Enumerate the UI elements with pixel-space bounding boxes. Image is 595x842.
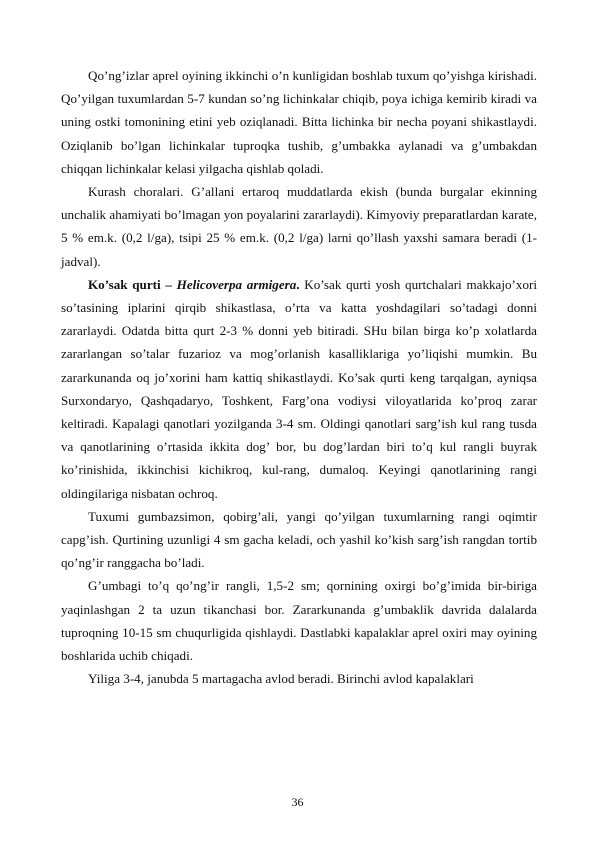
paragraph-pupa: G’umbagi to’q qo’ng’ir rangli, 1,5-2 sm; qornining oxirgi bo’g’imida bir-biriga yaqinlashgan 2 ta uzun tikanchasi bor. Zararkunanda g’umbaklik davrida dalalarda tuproqning 10-15 sm chuqurligida qishlaydi. Dastlabki kapalaklar aprel oxiri may oyining boshlarida uchib chiqadi. (61, 578, 537, 664)
page-number: 36 (291, 795, 304, 809)
paragraph-egg-caterpillar: Tuxumi gumbazsimon, qobirg’ali, yangi qo’yilgan tuxumlarning rangi oqimtir capg’ish. Qurtining uzunligi 4 sm gacha keladi, och yashil ko’kish sarg’ish rangdan tortib qo’ng’ir ranggacha bo’ladi. (61, 508, 537, 571)
body-text (61, 64, 537, 690)
bollworm-heading: Ko’sak qurti – (88, 276, 177, 292)
paragraph-control-measures: Kurash choralari. G’allani ertaroq muddatlarda ekish (bunda burgalar ekinning unchalik ahamiyati bo’lmagan yon poyalarini zararlaydi). Kimyoviy preparatlardan karate, 5 % em.k. (0,2 l/ga), tsipi 25 % em.k. (0,2 l/ga) larni qo’llash yaxshi samara beradi (1-jadval). (61, 184, 537, 269)
paragraph-bollworm (61, 273, 537, 505)
bollworm-description: Ko’sak qurti yosh qurtchalari makkajo’xori so’tasining iplarini qirqib shikastlasa, o’rta va katta yoshdagilari so’tadagi donni zararlaydi. Odatda bitta qurt 2-3 % donni yeb bitiradi. SHu bilan birga ko’p xolatlarda zararlangan so’talar fuzarioz va mog’orlanish kasalliklariga yo’liqishi mumkin. Bu zararkunanda oq jo’xorini ham kattiq shikastlaydi. Ko’sak qurti keng tarqalgan, ayniqsa Surxondaryo, Qashqadaryo, Toshkent, Farg’ona vodiysi viloyatlarida ko’proq zarar keltiradi. Kapalagi qanotlari yozilganda 3-4 sm. Oldingi qanotlari sarg’ish kul rang tusda va qanotlarining o’rtasida ikkita dog’ bor, bu dog’lardan biri to’q kul rangli buyrak ko’rinishida, ikkinchisi kichikroq, kul-rang, dumaloq. Keyingi qanotlarining rangi oldingilariga nisbatan ochroq. (61, 276, 537, 501)
bollworm-heading-dot: . (296, 276, 300, 292)
paragraph-eggs-larvae: Qo’ng’izlar aprel oyining ikkinchi o’n kunligidan boshlab tuxum qo’yishga kirishadi. Qo’yilgan tuxumlardan 5-7 kundan so’ng lichinkalar chiqib, poya ichiga kemirib kiradi va uning ostki tomonining etini yeb oziqlanadi. Bitta lichinka bir necha poyani shikastlaydi. Oziqlanib bo’lgan lichinkalar tuproqka tushib, g’umbakka aylanadi va g’umbakdan chiqqan lichinkalar kelasi yilgacha qishlab qoladi. (61, 68, 537, 176)
bollworm-latin-name: Helicoverpa armigera (176, 276, 297, 292)
paragraph-generations: Yiliga 3-4, janubda 5 martagacha avlod beradi. Birinchi avlod kapalaklari (88, 671, 474, 687)
